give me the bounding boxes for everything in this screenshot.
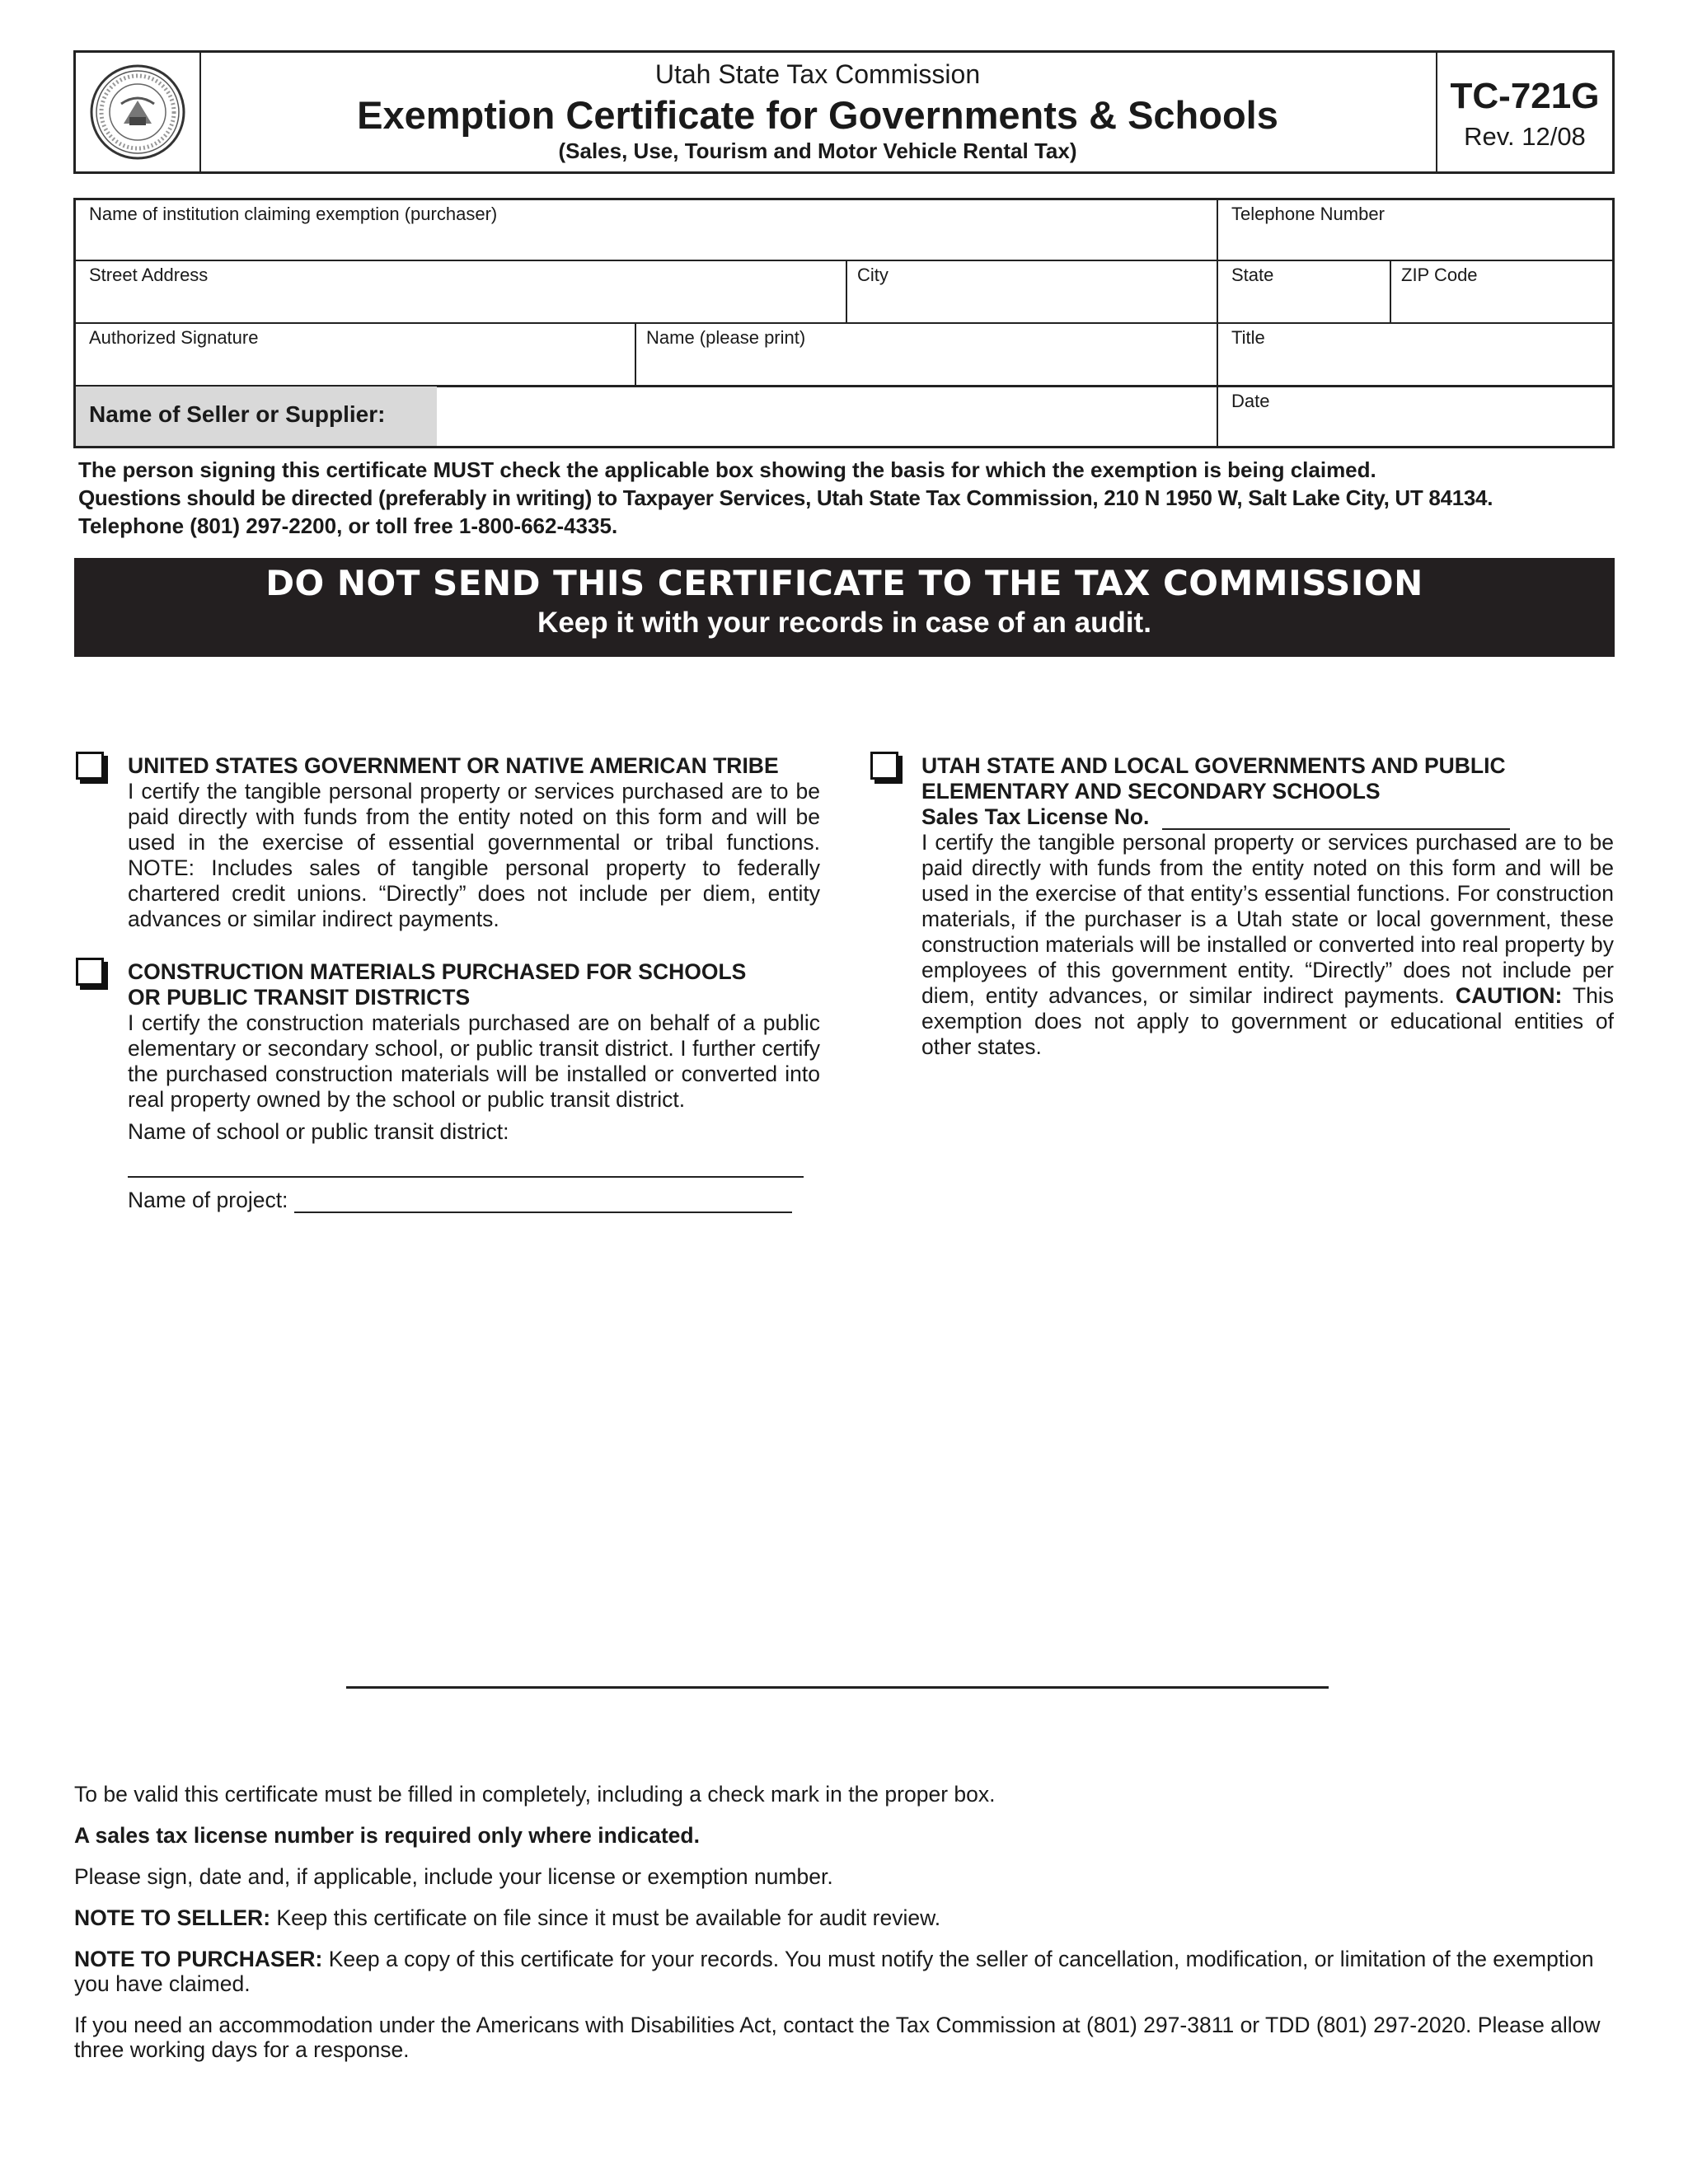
title-field[interactable] <box>1218 324 1612 385</box>
do-not-send-banner <box>74 558 1615 657</box>
street-address-label: Street Address <box>89 265 209 285</box>
footer-note: To be valid this certificate must be filled in completely, including a check mark in the proper box. <box>74 1782 996 1807</box>
seller-name-input[interactable] <box>437 387 1217 446</box>
date-label: Date <box>1231 391 1270 411</box>
note-to-purchaser <box>74 1947 1615 1996</box>
caution-text: This exemption does not apply to government or educational entities of other states. <box>921 983 1614 1059</box>
state-label: State <box>1231 265 1274 285</box>
license-number-label: Sales Tax License No. <box>921 804 1150 829</box>
signature-label: Authorized Signature <box>89 327 259 348</box>
footer-note-license: A sales tax license number is required only where indicated. <box>74 1823 700 1848</box>
utah-government-checkbox[interactable] <box>870 752 898 780</box>
date-field[interactable] <box>1218 387 1612 446</box>
telephone-field[interactable] <box>1218 200 1612 260</box>
caution-label: CAUTION: <box>1455 983 1563 1008</box>
school-name-label: Name of school or public transit district: <box>128 1119 509 1144</box>
utah-government-body: I certify the tangible personal property or services purchased are to be paid directly with funds from the entity noted on this form and will be used in the exercise of that entity’s essential functions. For construction materials, if the purchaser is a Utah state or local government, these construction materials will be installed or converted into real property by employees of this government entity. “Directly” does not include per diem, entity advances, or similar indirect payments. <box>921 830 1614 1008</box>
us-government-checkbox[interactable] <box>76 752 104 780</box>
signing-instructions <box>78 456 1628 540</box>
street-address-field[interactable] <box>76 261 846 322</box>
banner-heading: DO NOT SEND THIS CERTIFICATE TO THE TAX COMMISSION <box>265 563 1423 603</box>
utah-government-body-wrap <box>921 830 1614 1060</box>
seller-label: Name of Seller or Supplier: <box>76 387 437 446</box>
license-number-row <box>921 804 1614 830</box>
school-name-line[interactable] <box>128 1145 804 1178</box>
zip-code-field[interactable] <box>1391 261 1612 322</box>
construction-heading-line: OR PUBLIC TRANSIT DISTRICTS <box>128 985 471 1010</box>
state-seal-icon <box>76 53 199 171</box>
project-name-line[interactable] <box>294 1190 792 1213</box>
form-subtitle: (Sales, Use, Tourism and Motor Vehicle Rental Tax) <box>558 138 1077 163</box>
construction-heading-line: CONSTRUCTION MATERIALS PURCHASED FOR SCHOOLS <box>128 959 747 984</box>
zip-code-label: ZIP Code <box>1401 265 1478 285</box>
purchaser-fields <box>73 198 1615 448</box>
us-government-heading: UNITED STATES GOVERNMENT OR NATIVE AMERICAN TRIBE <box>128 753 779 778</box>
title-label: Title <box>1231 327 1265 348</box>
signature-field[interactable] <box>76 324 635 385</box>
utah-government-section <box>921 753 1614 1060</box>
us-government-body: I certify the tangible personal property or services purchased are to be paid directly with funds from the entity noted on this form and will be used in the exercise of essential governmental or tribal functions. NOTE: Includes sales of tangible personal property to federally chartered credit unions. “Directly” does not include per diem, entity advances or similar indirect payments. <box>128 779 820 931</box>
us-government-section <box>128 753 820 932</box>
note-to-seller-text: Keep this certificate on file since it must be available for audit review. <box>276 1905 941 1930</box>
form-header <box>73 50 1615 174</box>
construction-materials-section <box>128 959 820 1213</box>
form-number-cell <box>1436 53 1612 171</box>
telephone-label: Telephone Number <box>1231 204 1385 224</box>
footer-note: Please sign, date and, if applicable, include your license or exemption number. <box>74 1864 833 1889</box>
seal-cell <box>76 53 201 171</box>
utah-heading-line: UTAH STATE AND LOCAL GOVERNMENTS AND PUBLIC <box>921 753 1506 778</box>
institution-name-label: Name of institution claiming exemption (purchaser) <box>89 204 498 224</box>
construction-body: I certify the construction materials purchased are on behalf of a public elementary or secondary school, or public transit district. I further certify the purchased construction materials will be installed or converted into real property owned by the school or public transit district. <box>128 1010 820 1112</box>
note-to-purchaser-label: NOTE TO PURCHASER: <box>74 1947 323 1971</box>
note-to-seller-label: NOTE TO SELLER: <box>74 1905 271 1930</box>
banner-subheading: Keep it with your records in case of an audit. <box>537 607 1151 639</box>
form-number: TC-721G <box>1450 76 1600 116</box>
print-name-label: Name (please print) <box>646 327 806 348</box>
institution-name-field[interactable] <box>76 200 1217 260</box>
form-title: Exemption Certificate for Governments & Schools <box>357 93 1278 137</box>
instruction-line: Telephone (801) 297-2200, or toll free 1-800-662-4335. <box>78 513 618 538</box>
license-number-line[interactable] <box>1162 807 1510 830</box>
ada-notice: If you need an accommodation under the Americans with Disabilities Act, contact the Tax Commission at (801) 297-3811 or TDD (801) 297-2020. Please allow three working days for a response. <box>74 2013 1601 2062</box>
form-revision: Rev. 12/08 <box>1464 122 1586 151</box>
separator-rule <box>346 1686 1329 1689</box>
city-label: City <box>857 265 889 285</box>
state-field[interactable] <box>1218 261 1390 322</box>
project-name-row <box>128 1188 820 1213</box>
instruction-line: Questions should be directed (preferably in writing) to Taxpayer Services, Utah State Tax Commission, 210 N 1950 W, Salt Lake City, UT 84134. <box>78 485 1493 510</box>
note-to-seller <box>74 1905 1624 1930</box>
note-to-purchaser-text: Keep a copy of this certificate for your records. You must notify the seller of cancellation, modification, or limitation of the exemption you have claimed. <box>74 1947 1594 1996</box>
print-name-field[interactable] <box>636 324 1217 385</box>
instruction-line: The person signing this certificate MUST check the applicable box showing the basis for which the exemption is being claimed. <box>78 457 1376 482</box>
utah-heading-line: ELEMENTARY AND SECONDARY SCHOOLS <box>921 779 1381 804</box>
construction-materials-checkbox[interactable] <box>76 958 104 986</box>
city-field[interactable] <box>847 261 1217 322</box>
project-name-label: Name of project: <box>128 1188 288 1212</box>
agency-name: Utah State Tax Commission <box>654 59 981 89</box>
